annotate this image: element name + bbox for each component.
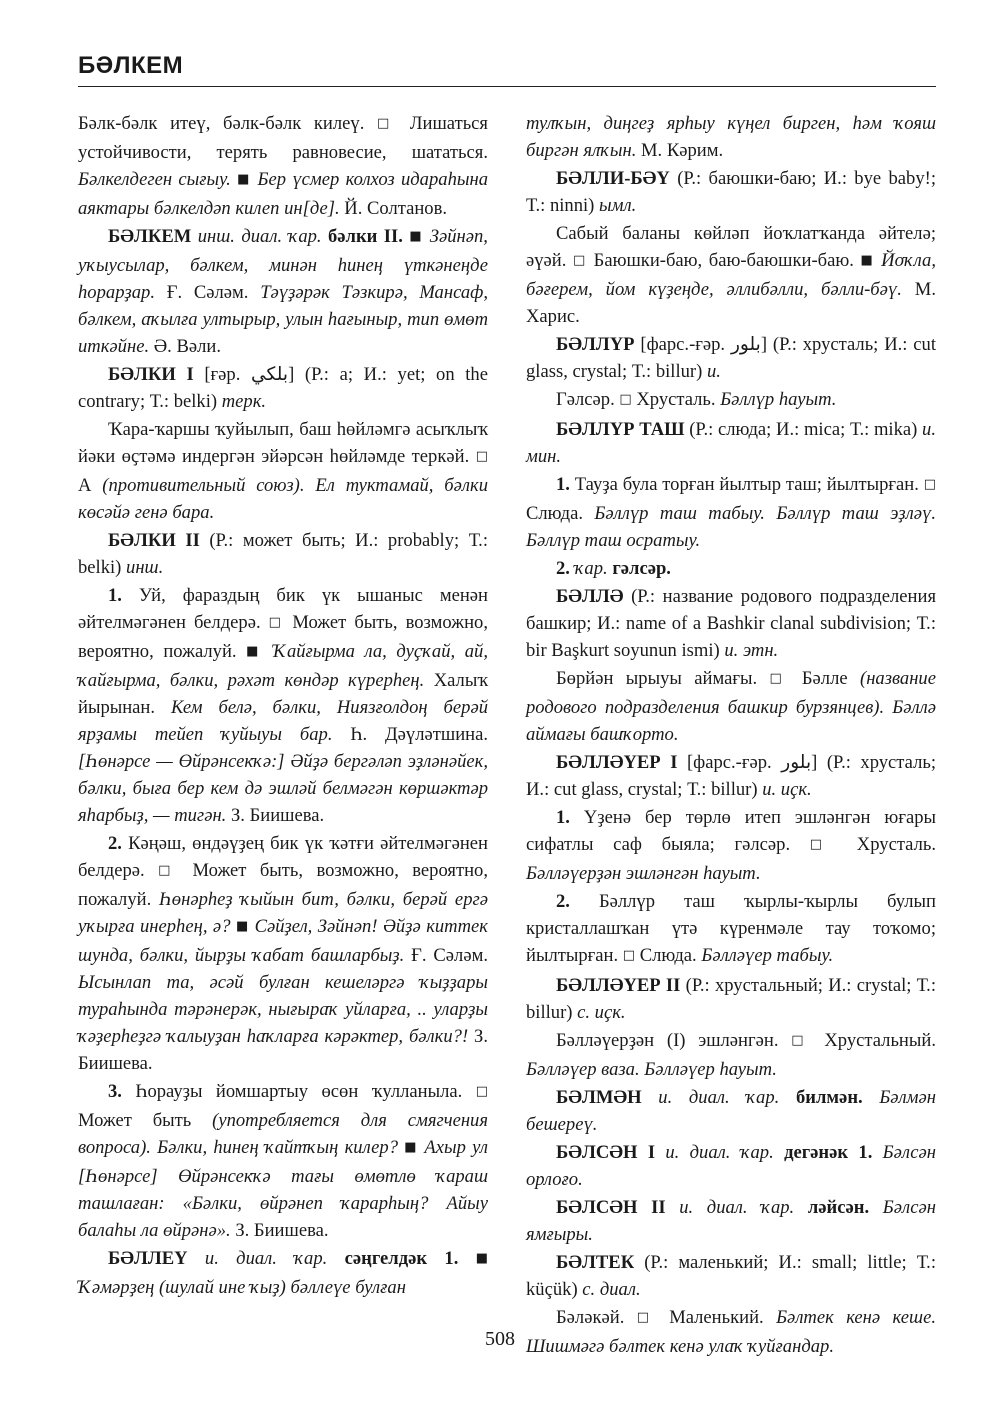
dictionary-paragraph: Гәлсәр. □ Хрусталь. Бәллүр һауыт. xyxy=(556,389,837,410)
dictionary-paragraph: БӘЛСӘН I и. диал. ҡар. дегәнәк 1. Бәлсән орлоғо. xyxy=(526,1142,936,1190)
dictionary-paragraph: БӘЛТЕК (Р.: маленький; И.: small; little; Т.: küçük) с. диал. xyxy=(526,1252,936,1300)
dictionary-paragraph: БӘЛЛЕҮ и. диал. ҡар. сәңгелдәк 1. ■ Ҡәмәрҙең (шулай ине ҡыҙ) бәллеүе булған xyxy=(78,1248,488,1298)
dictionary-paragraph: 1. Тауҙа була торған йылтыр таш; йылтырған. □ Слюда. Бәллүр таш табыу. Бәллүр таш эҙләү. Бәллүр таш осратыу. xyxy=(526,474,936,551)
dictionary-paragraph: БӘЛКИ I [ғәр. بلكي] (Р.: а; И.: yet; on the contrary; Т.: belki) терк. xyxy=(78,364,488,412)
dictionary-paragraph: 2. Кәңәш, өндәүҙең бик үк ҡәтғи әйтелмәгәнен белдерә. □ Может быть, возможно, вероятно, пожалуй. Һөнәрһеҙ ҡыйын бит, бәлки, берәй ергә уҡырға инерһең, ә? ■ Сәйҙел, Зәйнәп! Әйҙә киттек шунда, бәлки, йырҙы ҡабат башларбыҙ. Ғ. Сәләм. Ысынлап та, әсәй булған кешеләргә ҡыҙҙары тураһында тәрәнерәк, нығыраҡ уйларға, .. уларҙы ҡәҙерһеҙгә ҡалыуҙан һаҡларға кәрәктер, бәлки?! З. Биишева. xyxy=(78,833,488,1074)
dictionary-paragraph: БӘЛЛӘҮЕР II (Р.: хрустальный; И.: crystal; Т.: billur) с. иҫк. xyxy=(526,975,936,1023)
dictionary-paragraph: тулҡын, диңгеҙ ярһыу күңел бирген, һәм ҡояш биргән ялҡын. М. Кәрим. xyxy=(526,113,936,161)
page-title: БӘЛКЕМ xyxy=(78,52,184,79)
dictionary-paragraph: 2. Бәллүр таш ҡырлы-ҡырлы булып кристаллашҡан үтә күренмәле тау тоҡомо; йылтырған. □ Слюда. Бәлләүер табыу. xyxy=(526,891,936,966)
header-rule xyxy=(78,86,936,87)
dictionary-paragraph: Бөрйән ырыуы аймағы. □ Бәлле (название родового подразделения башкир бурзянцев). Бәллә аймағы башҡорто. xyxy=(526,668,936,745)
right-column xyxy=(526,110,936,1361)
dictionary-paragraph: БӘЛКИ II (Р.: может быть; И.: probably; Т.: belki) инш. xyxy=(78,530,488,578)
dictionary-paragraph: БӘЛЛИ-БӘҮ (Р.: баюшки-баю; И.: bye baby!; Т.: ninni) ымл. xyxy=(526,168,936,216)
dictionary-paragraph: 1. Уй, фараздың бик үк ышаныс менән әйтелмәгәнен белдерә. □ Может быть, возможно, вероятно, пожалуй. ■ Ҡайғырма ла, дуҫҡай, ай, ҡайғырма, бәлки, рәхәт көндәр күрерһең. Халыҡ йырынан. Кем белә, бәлки, Ниязғолдоң берәй ярҙамы тейеп ҡуйыуы бар. Һ. Дәүләтшина. [Һөнәрсе — Өйрәнсекҡә:] Әйҙә бергәләп эҙләнәйек, бәлки, быға бер кем дә эшләй белмәгән көршәктәр яһарбыҙ, — тигән. З. Биишева. xyxy=(78,585,488,826)
dictionary-paragraph: 1. Үҙенә бер төрлө итеп эшләнгән юғары сифатлы саф быяла; гәлсәр. □ Хрусталь. Бәлләүерҙән эшләнгән һауыт. xyxy=(526,807,936,884)
dictionary-paragraph: БӘЛЛҮР [фарс.-ғәр. بلور] (Р.: хрусталь; И.: cut glass, crystal; Т.: billur) и. xyxy=(526,334,936,382)
dictionary-paragraph: БӘЛМӘН и. диал. ҡар. билмән. Бәлмән бешереү. xyxy=(526,1087,936,1135)
dictionary-paragraph: 2. ҡар. гәлсәр. xyxy=(556,558,671,579)
dictionary-paragraph: БӘЛЛӘ (Р.: название родового подразделения башкир; И.: name of a Bashkir clanal subdivision; Т.: bir Başkurt soyunun ismi) и. этн. xyxy=(526,586,936,661)
dictionary-paragraph: Ҡара-ҡаршы ҡуйылып, баш һөйләмгә асыҡлыҡ йәки өҫтәмә индергән эйәрсән һөйләмде теркәй. □ А (противительный союз). Ел туктамай, бәлки көсәйә генә бара. xyxy=(78,419,488,523)
dictionary-paragraph: Бәлк-бәлк итеү, бәлк-бәлк килеү. □ Лишаться устойчивости, терять равновесие, шататься. Бәлкелдеген сығыу. ■ Бер үсмер колхоз идараһына аяктары бәлкелдәп килеп ин[де]. Й. Солтанов. xyxy=(78,113,488,219)
dictionary-paragraph: Бәлләүерҙән (I) эшләнгән. □ Хрустальный. Бәлләүер ваза. Бәлләүер һауыт. xyxy=(526,1030,936,1080)
dictionary-paragraph: Бәләкәй. □ Маленький. Бәлтек кенә кеше. Шишмәгә бәлтек кенә улаҡ ҡуйғандар. xyxy=(526,1307,936,1357)
page-number: 508 xyxy=(485,1328,515,1350)
dictionary-paragraph: Сабый баланы көйләп йоҡлатҡанда әйтелә; әүәй. □ Баюшки-баю, баю-баюшки-баю. ■ Йоҡла, бәғерем, йом күҙеңде, әллибәлли, бәлли-бәү. М. Харис. xyxy=(526,223,936,327)
dictionary-paragraph: 3. Һорауҙы йомшартыу өсөн ҡулланыла. □ Может быть (употребляется для смягчения вопроса). Бәлки, һинең ҡайтҡың килер? ■ Ахыр ул [Һөнәрсе] Өйрәнсекҡә тағы өмөтлө ҡараш ташлаған: «Бәлки, өйрәнеп ҡарарһың? Айыу балаһы ла өйрәнә». З. Биишева. xyxy=(78,1081,488,1241)
dictionary-paragraph: БӘЛЛҮР ТАШ (Р.: слюда; И.: mica; Т.: mika) и. мин. xyxy=(526,419,936,467)
dictionary-paragraph: БӘЛКЕМ инш. диал. ҡар. бәлки II. ■ Зәйнәп, уҡыусылар, бәлкем, минән һинең үткәнеңде һорарҙар. Ғ. Сәләм. Тәүҙәрәк Тәзкирә, Мансаф, бәлкем, аҡылға ултырыр, улын һағыныр, тип өмөт иткәйне. Ә. Вәли. xyxy=(78,226,488,357)
dictionary-paragraph: БӘЛЛӘҮЕР I [фарс.-ғәр. بلور] (Р.: хрусталь; И.: cut glass, crystal; Т.: billur) и. иҫк. xyxy=(526,752,937,800)
dictionary-paragraph: БӘЛСӘН II и. диал. ҡар. ләйсән. Бәлсән ямғыры. xyxy=(526,1197,937,1245)
left-column xyxy=(78,110,488,1302)
